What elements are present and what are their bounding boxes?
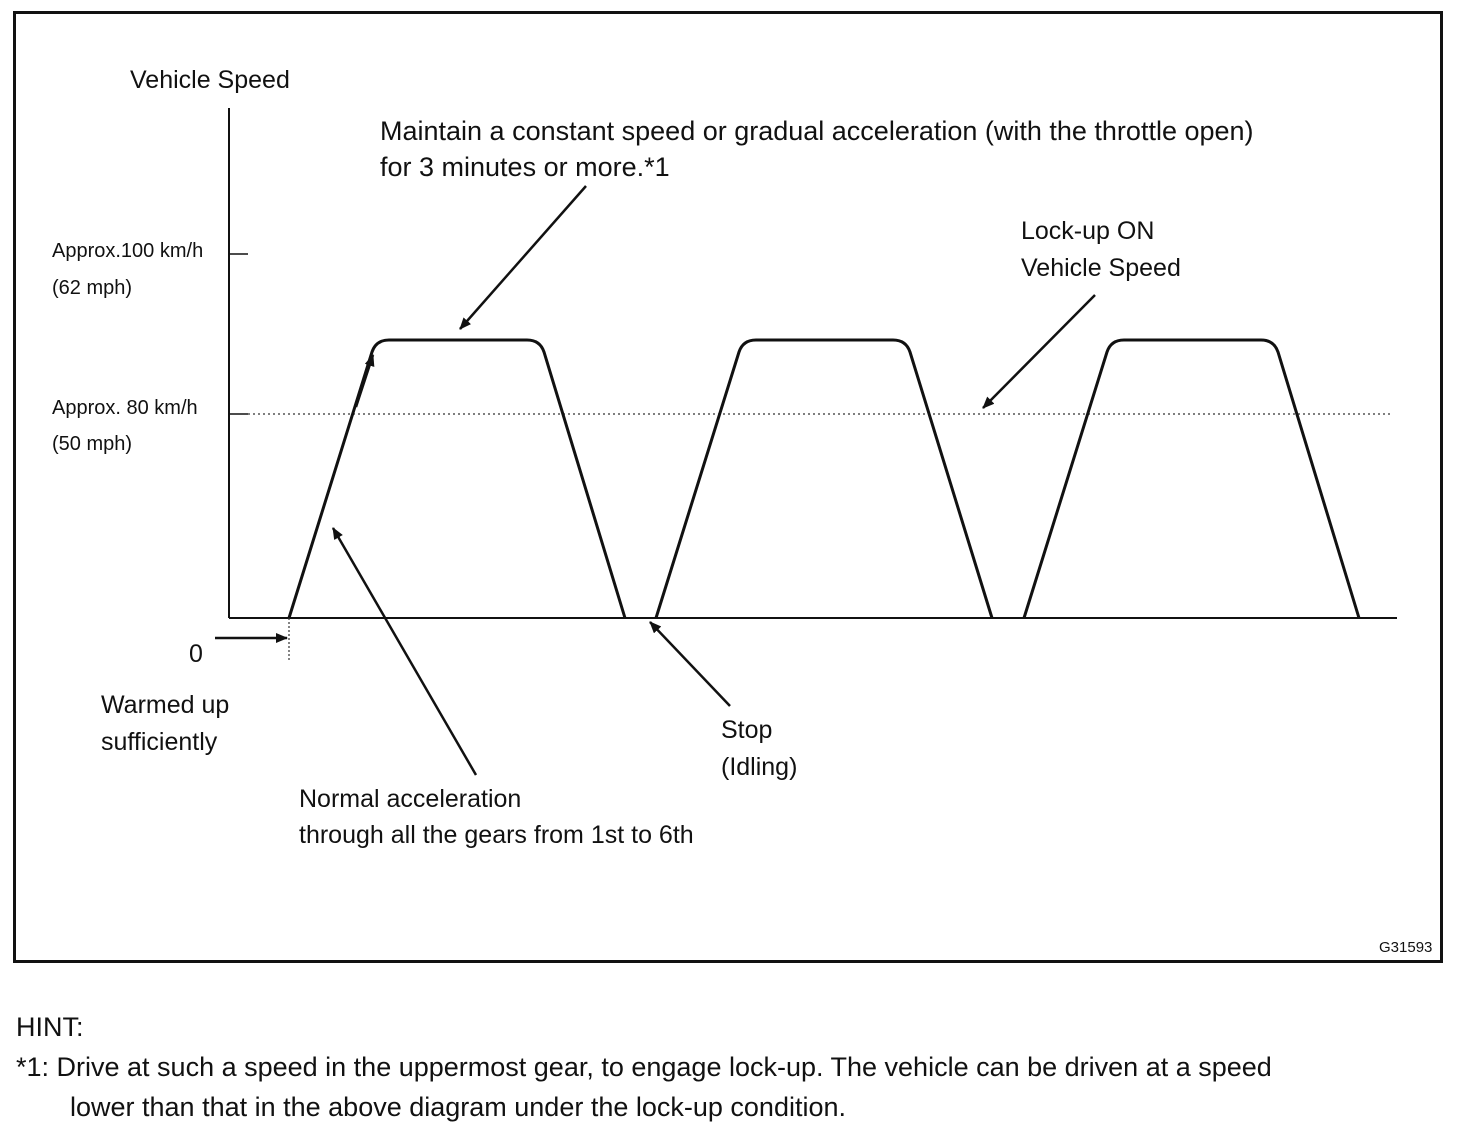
zero-label: 0: [189, 640, 203, 668]
y-axis-title: Vehicle Speed: [130, 66, 290, 94]
stop-note-line1: Stop: [721, 716, 773, 744]
arrow-normal-acceleration: [333, 528, 476, 775]
constant-speed-note-line1: Maintain a constant speed or gradual acceleration (with the throttle open): [380, 116, 1254, 146]
speed-mid-label: Approx. 80 km/h: [52, 397, 198, 419]
arrow-acceleration-up: [356, 355, 373, 407]
constant-speed-note-line2: for 3 minutes or more.*1: [380, 152, 670, 182]
normal-accel-note-line2: through all the gears from 1st to 6th: [299, 821, 694, 849]
speed-high-mph: (62 mph): [52, 277, 133, 299]
speed-cycle-1: [289, 340, 625, 618]
arrow-lockup: [983, 295, 1095, 408]
warmed-up-note-line1: Warmed up: [101, 691, 230, 719]
arrow-stop: [650, 622, 730, 706]
hint-section: [16, 1007, 1272, 1127]
lockup-note-line1: Lock-up ON: [1021, 217, 1155, 245]
hint-title: HINT:: [16, 1012, 84, 1042]
lockup-note-line2: Vehicle Speed: [1021, 254, 1181, 282]
speed-cycle-3: [1024, 340, 1359, 618]
speed-cycle-2: [656, 340, 992, 618]
figure-code: G31593: [1379, 939, 1433, 956]
warmed-up-note-line2: sufficiently: [101, 728, 218, 756]
normal-accel-note-line1: Normal acceleration: [299, 785, 522, 813]
stop-note-line2: (Idling): [721, 753, 798, 781]
hint-line1: *1: Drive at such a speed in the uppermost gear, to engage lock-up. The vehicle can be driven at a speed: [16, 1052, 1272, 1082]
speed-mid-mph: (50 mph): [52, 433, 133, 455]
hint-line2: lower than that in the above diagram under the lock-up condition.: [70, 1092, 846, 1122]
speed-high-label: Approx.100 km/h: [52, 240, 204, 262]
arrow-constant-speed: [460, 186, 586, 329]
